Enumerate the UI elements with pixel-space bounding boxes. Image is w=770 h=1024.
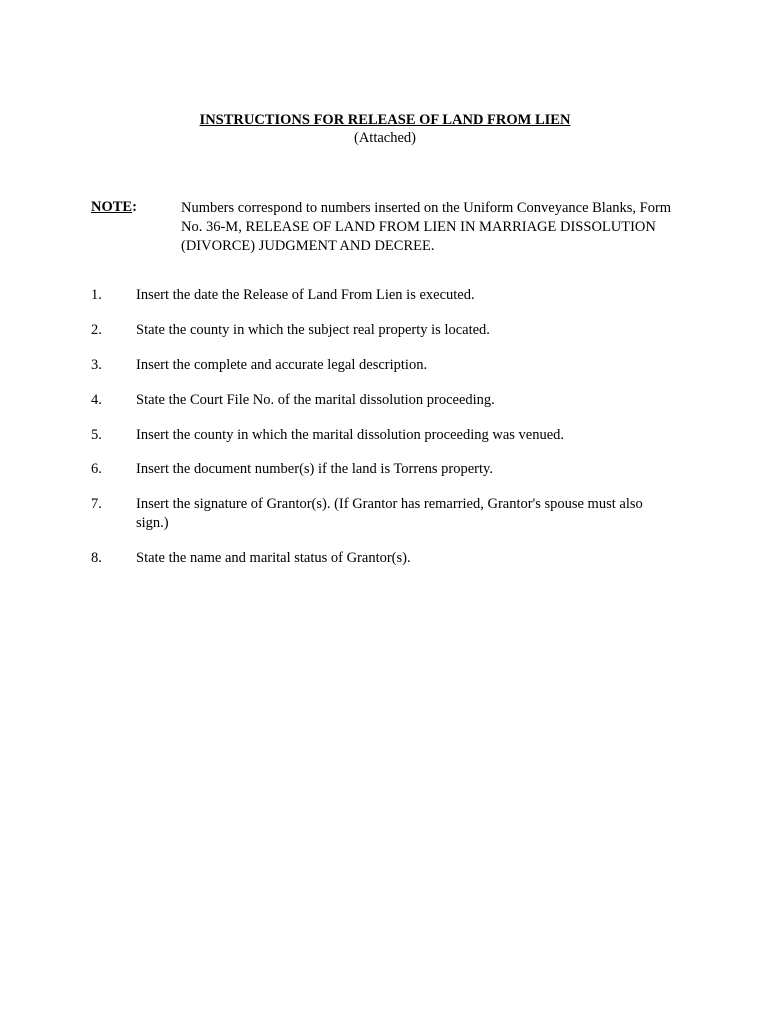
item-number: 4.	[91, 392, 102, 408]
item-text: State the name and marital status of Grantor(s).	[136, 550, 411, 566]
item-number: 2.	[91, 322, 102, 338]
note-colon: :	[132, 199, 137, 215]
item-text: Insert the county in which the marital dissolution proceeding was venued.	[136, 427, 565, 443]
item-text: Insert the complete and accurate legal description.	[136, 357, 428, 373]
item-text: State the county in which the subject real property is located.	[136, 322, 490, 338]
item-text: Insert the signature of Grantor(s). (If Grantor has remarried, Grantor's spouse must also sign.)	[136, 496, 643, 531]
note-label-text: NOTE	[91, 199, 133, 215]
note-text: Numbers correspond to numbers inserted on the Uniform Conveyance Blanks, Form No. 36-M, RELEASE OF LAND FROM LIEN IN MARRIAGE DISSOLUTION (DIVORCE) JUDGMENT AND DECREE.	[181, 200, 672, 254]
document-subtitle: (Attached)	[354, 130, 416, 146]
item-number: 8.	[91, 550, 102, 566]
item-number: 3.	[91, 357, 102, 373]
document-title: INSTRUCTIONS FOR RELEASE OF LAND FROM LIEN	[199, 112, 571, 128]
note-label	[91, 199, 137, 216]
item-number: 7.	[91, 496, 102, 512]
item-number: 1.	[91, 287, 102, 303]
item-text: Insert the document number(s) if the land is Torrens property.	[136, 461, 493, 477]
item-number: 5.	[91, 427, 102, 443]
item-number: 6.	[91, 461, 102, 477]
item-text: Insert the date the Release of Land From Lien is executed.	[136, 287, 475, 303]
item-text: State the Court File No. of the marital dissolution proceeding.	[136, 392, 495, 408]
